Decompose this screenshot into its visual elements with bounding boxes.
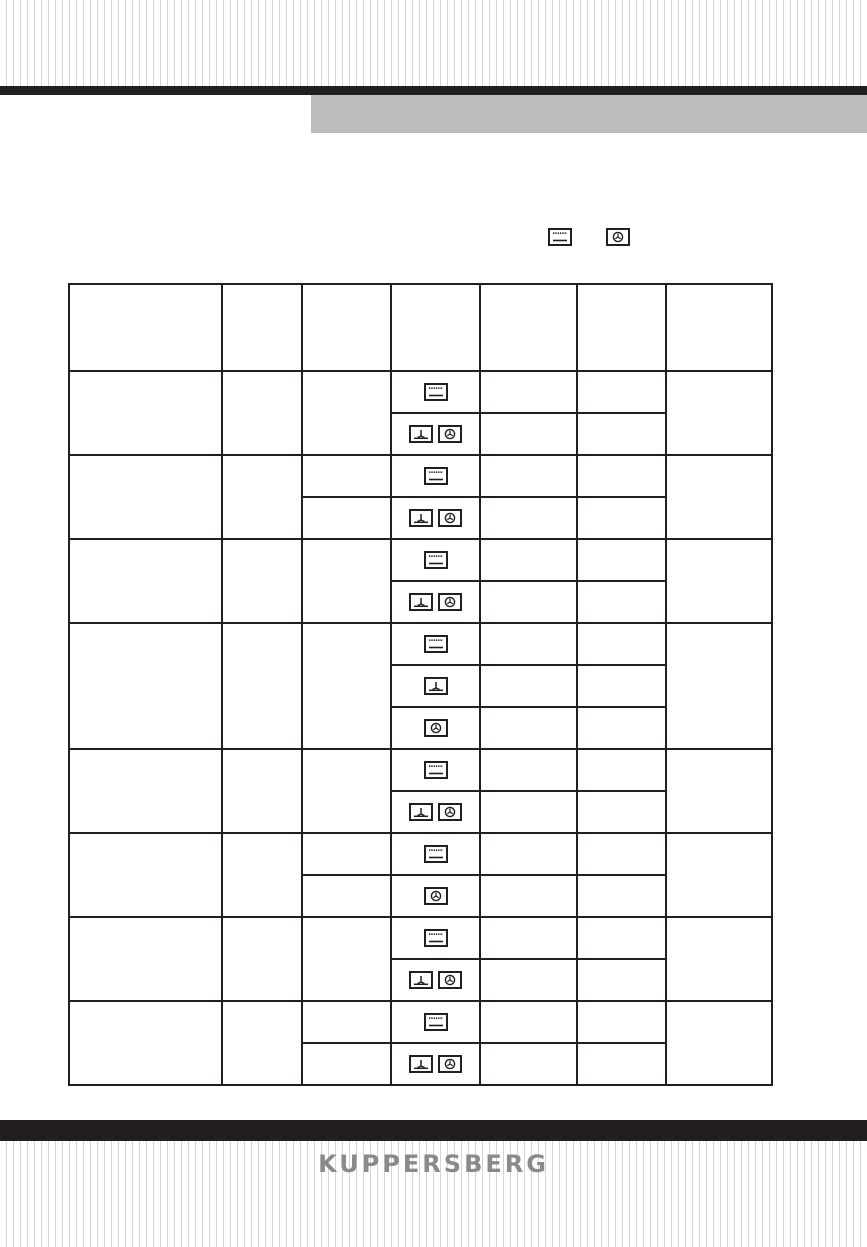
footer-bar [0, 1120, 867, 1141]
dish-cell [69, 455, 222, 539]
legend-fan-icon [606, 228, 630, 246]
header-cell-mode [391, 284, 480, 371]
weight-cell [222, 455, 302, 539]
top-bottom-heat-icon [548, 228, 572, 246]
temperature-cell [480, 1043, 577, 1085]
bottom-heat-icon [409, 509, 433, 527]
bottom-heat-icon [409, 803, 433, 821]
temperature-cell [480, 665, 577, 707]
header-cell-level [302, 284, 391, 371]
level-cell [302, 371, 391, 455]
section-banner [311, 95, 867, 133]
top-bottom-heat-icon [424, 761, 448, 779]
notes-cell [666, 833, 772, 917]
temperature-cell [480, 917, 577, 959]
temperature-cell [480, 1001, 577, 1043]
level-cell [302, 833, 391, 875]
mode-cell [391, 875, 480, 917]
legend-heat-icon [548, 228, 572, 246]
mode-cell [391, 413, 480, 455]
table-row [69, 1001, 772, 1043]
table-row [69, 917, 772, 959]
bottom-heat-icon [409, 425, 433, 443]
time-cell [577, 833, 666, 875]
temperature-cell [480, 455, 577, 497]
time-cell [577, 371, 666, 413]
mode-cell [391, 665, 480, 707]
top-stripe-pattern [0, 0, 867, 86]
table-row [69, 749, 772, 791]
mode-cell [391, 539, 480, 581]
top-bottom-heat-icon [424, 551, 448, 569]
mode-cell [391, 371, 480, 413]
weight-cell [222, 749, 302, 833]
fan-icon [606, 228, 630, 246]
temperature-cell [480, 413, 577, 455]
weight-cell [222, 917, 302, 1001]
level-cell [302, 917, 391, 1001]
level-cell [302, 539, 391, 623]
level-cell [302, 875, 391, 917]
notes-cell [666, 917, 772, 1001]
cooking-table [68, 283, 773, 1086]
dish-cell [69, 371, 222, 455]
header-cell-temperature [480, 284, 577, 371]
level-cell [302, 1043, 391, 1085]
level-cell [302, 455, 391, 497]
time-cell [577, 917, 666, 959]
temperature-cell [480, 959, 577, 1001]
level-cell [302, 1001, 391, 1043]
temperature-cell [480, 497, 577, 539]
brand-logo: KUPPERSBERG [318, 1150, 549, 1178]
dish-cell [69, 1001, 222, 1085]
weight-cell [222, 1001, 302, 1085]
notes-cell [666, 623, 772, 749]
time-cell [577, 455, 666, 497]
weight-cell [222, 539, 302, 623]
fan-icon [438, 971, 462, 989]
top-bottom-heat-icon [424, 1013, 448, 1031]
temperature-cell [480, 749, 577, 791]
level-cell [302, 497, 391, 539]
bottom-heat-icon [409, 593, 433, 611]
time-cell [577, 1043, 666, 1085]
weight-cell [222, 623, 302, 749]
time-cell [577, 665, 666, 707]
time-cell [577, 539, 666, 581]
header-cell-notes [666, 284, 772, 371]
time-cell [577, 581, 666, 623]
temperature-cell [480, 371, 577, 413]
mode-cell [391, 623, 480, 665]
mode-cell [391, 707, 480, 749]
fan-icon [438, 803, 462, 821]
notes-cell [666, 539, 772, 623]
table-row [69, 623, 772, 665]
time-cell [577, 959, 666, 1001]
mode-cell [391, 497, 480, 539]
notes-cell [666, 455, 772, 539]
table-row [69, 539, 772, 581]
fan-icon [438, 509, 462, 527]
bottom-heat-icon [424, 677, 448, 695]
dish-cell [69, 539, 222, 623]
fan-icon [438, 1055, 462, 1073]
level-cell [302, 623, 391, 749]
table-row [69, 455, 772, 497]
header-cell-dish [69, 284, 222, 371]
mode-cell [391, 581, 480, 623]
time-cell [577, 707, 666, 749]
top-bottom-heat-icon [424, 845, 448, 863]
temperature-cell [480, 539, 577, 581]
weight-cell [222, 371, 302, 455]
mode-cell [391, 455, 480, 497]
time-cell [577, 875, 666, 917]
time-cell [577, 413, 666, 455]
table-row [69, 833, 772, 875]
bottom-heat-icon [409, 971, 433, 989]
table-header-row [69, 284, 772, 371]
table-body [69, 371, 772, 1085]
dish-cell [69, 833, 222, 917]
time-cell [577, 791, 666, 833]
time-cell [577, 749, 666, 791]
dish-cell [69, 917, 222, 1001]
mode-cell [391, 791, 480, 833]
dish-cell [69, 623, 222, 749]
mode-cell [391, 959, 480, 1001]
notes-cell [666, 1001, 772, 1085]
level-cell [302, 749, 391, 833]
notes-cell [666, 749, 772, 833]
temperature-cell [480, 581, 577, 623]
mode-cell [391, 1043, 480, 1085]
time-cell [577, 497, 666, 539]
fan-icon [424, 887, 448, 905]
top-bottom-heat-icon [424, 467, 448, 485]
top-bottom-heat-icon [424, 929, 448, 947]
header-bar [0, 86, 867, 95]
bottom-heat-icon [409, 1055, 433, 1073]
temperature-cell [480, 833, 577, 875]
top-bottom-heat-icon [424, 383, 448, 401]
temperature-cell [480, 875, 577, 917]
time-cell [577, 623, 666, 665]
fan-icon [438, 425, 462, 443]
mode-cell [391, 1001, 480, 1043]
mode-cell [391, 749, 480, 791]
fan-icon [438, 593, 462, 611]
table-row [69, 371, 772, 413]
time-cell [577, 1001, 666, 1043]
notes-cell [666, 371, 772, 455]
mode-cell [391, 917, 480, 959]
header-cell-time [577, 284, 666, 371]
temperature-cell [480, 707, 577, 749]
fan-icon [424, 719, 448, 737]
temperature-cell [480, 623, 577, 665]
temperature-cell [480, 791, 577, 833]
mode-cell [391, 833, 480, 875]
dish-cell [69, 749, 222, 833]
weight-cell [222, 833, 302, 917]
header-cell-weight [222, 284, 302, 371]
top-bottom-heat-icon [424, 635, 448, 653]
